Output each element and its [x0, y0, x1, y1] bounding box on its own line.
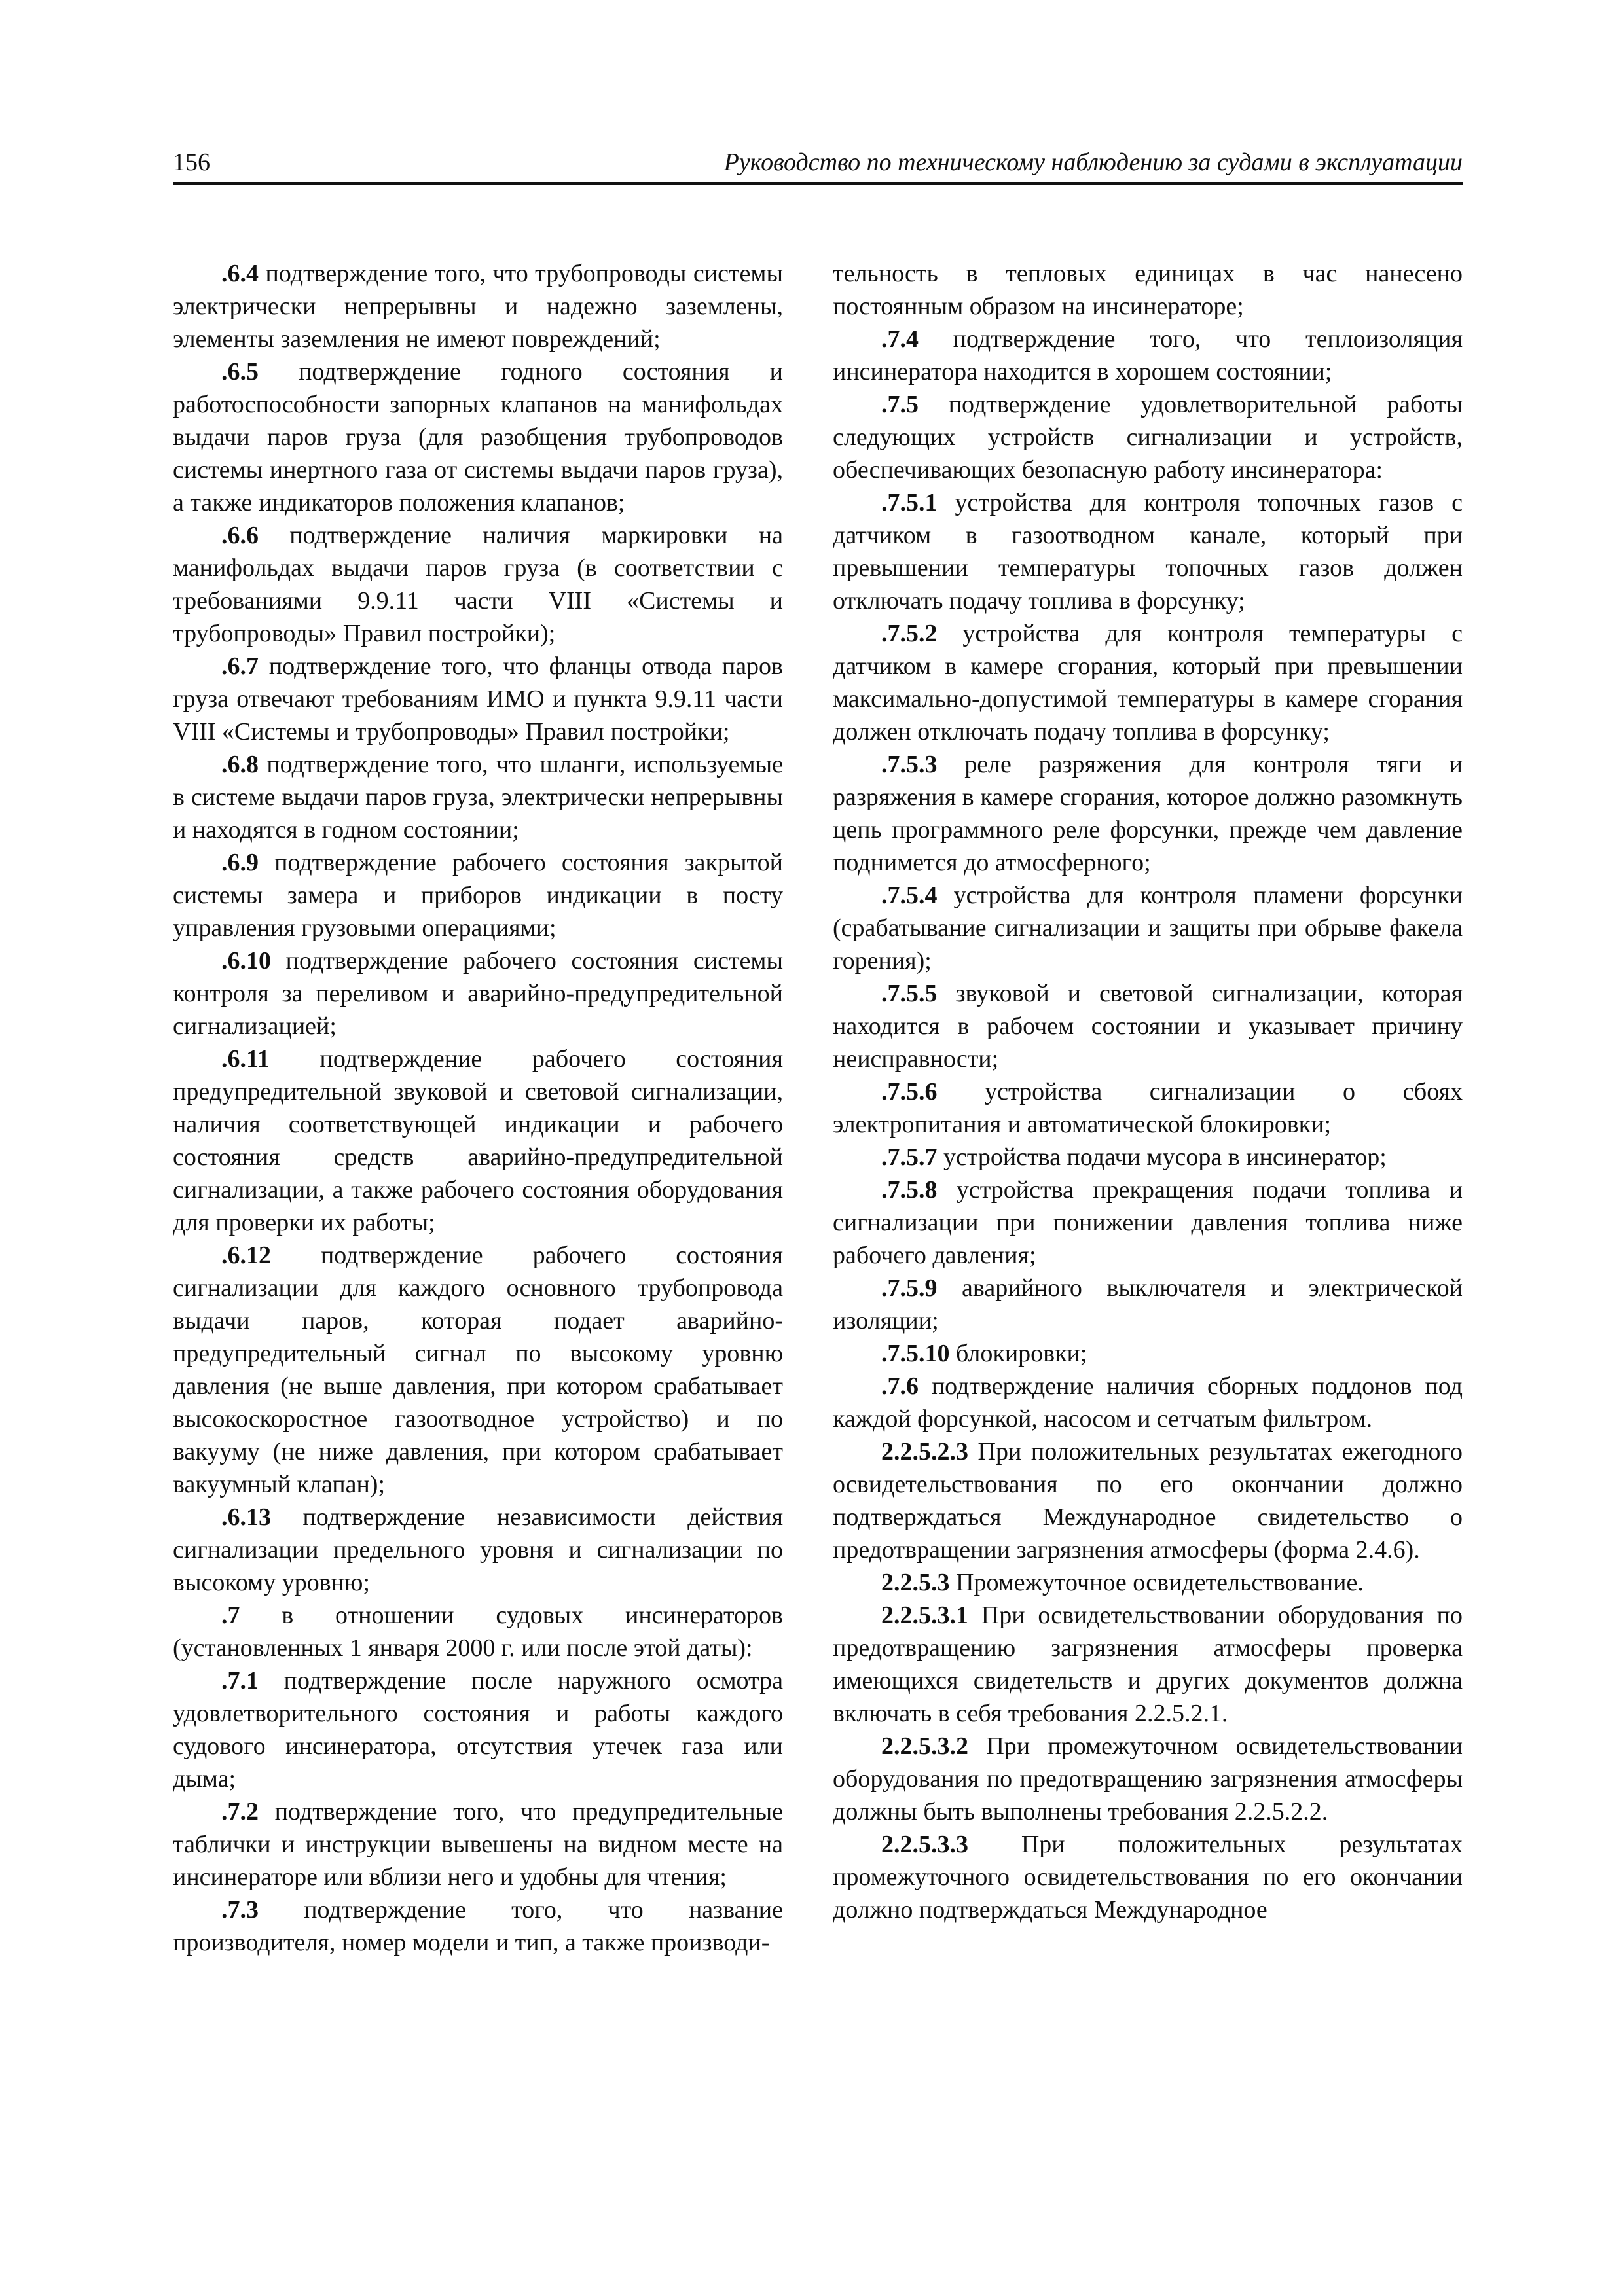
clause-text: подтверждение удовлетворительной работы следующих устройств сигнализации и устройств, обеспечивающих безопасную работу инсинератора:	[833, 391, 1463, 484]
paragraph	[173, 846, 783, 944]
paragraph	[833, 748, 1463, 879]
paragraph	[833, 617, 1463, 748]
clause-text: подтверждение после наружного осмотра удовлетворительного состояния и работы каждого судового инсинератора, отсутствия утечек газа или дыма;	[173, 1667, 783, 1793]
paragraph	[173, 257, 783, 355]
clause-number: .6.9	[221, 849, 259, 876]
left-column	[173, 257, 783, 1959]
paragraph	[833, 1730, 1463, 1828]
clause-text: подтверждение рабочего состояния закрытой системы замера и приборов индикации в посту управления грузовыми операциями;	[173, 849, 783, 942]
clause-text: подтверждение рабочего состояния сигнализации для каждого основного трубопровода выдачи паров, которая подает аварийно-предупредительный сигнал по высокому уровню давления (не выше давления, при котором срабатывает высокоскоростное газоотводное устройство) и по вакууму (не ниже давления, при котором срабатывает вакуумный клапан);	[173, 1242, 783, 1498]
clause-text: устройства для контроля топочных газов с датчиком в газоотводном канале, который при превышении температуры топочных газов должен отключать подачу топлива в форсунку;	[833, 489, 1463, 615]
clause-number: .7.3	[221, 1896, 259, 1924]
clause-number: .6.13	[221, 1503, 271, 1531]
clause-number: .6.5	[221, 358, 259, 386]
clause-number: .7.2	[221, 1798, 259, 1825]
paragraph	[173, 944, 783, 1043]
clause-number: .7.5.8	[881, 1176, 938, 1204]
clause-text: аварийного выключателя и электрической изоляции;	[833, 1274, 1463, 1335]
clause-text: подтверждение того, что теплоизоляция инсинератора находится в хорошем состоянии;	[833, 325, 1463, 386]
clause-text: При освидетельствовании оборудования по предотвращению загрязнения атмосферы проверка имеющихся свидетельств и других документов должна включать в себя требования 2.2.5.2.1.	[833, 1602, 1463, 1727]
clause-number: .7.5.5	[881, 980, 938, 1007]
paragraph	[173, 519, 783, 650]
clause-number: 2.2.5.3.3	[881, 1831, 968, 1858]
paragraph	[173, 1043, 783, 1239]
clause-number: .6.11	[221, 1045, 270, 1073]
paragraph	[833, 977, 1463, 1075]
paragraph	[833, 486, 1463, 617]
clause-text: подтверждение рабочего состояния предупредительной звуковой и световой сигнализации, наличия соответствующей индикации и рабочего состояния средств аварийно-предупредительной сигнализации, а также рабочего состояния оборудования для проверки их работы;	[173, 1045, 783, 1236]
paragraph	[833, 1828, 1463, 1926]
page-number: 156	[173, 149, 210, 176]
clause-number: 2.2.5.2.3	[881, 1438, 968, 1465]
paragraph	[833, 1370, 1463, 1435]
clause-text: устройства подачи мусора в инсинератор;	[937, 1143, 1387, 1171]
clause-number: .7.5.3	[881, 751, 938, 778]
clause-text: устройства для контроля температуры с датчиком в камере сгорания, который при превышении максимально-допустимой температуры в камере сгорания должен отключать подачу топлива в форсунку;	[833, 620, 1463, 745]
clause-number: .7.5.2	[881, 620, 938, 647]
running-title: Руководство по техническому наблюдению за судами в эксплуатации	[723, 149, 1463, 176]
clause-text: подтверждение того, что трубопроводы системы электрически непрерывны и надежно заземлены, элементы заземления не имеют повреждений;	[173, 260, 783, 353]
clause-text: подтверждение того, что название производителя, номер модели и тип, а также производи-	[173, 1896, 783, 1956]
clause-text: реле разряжения для контроля тяги и разряжения в камере сгорания, которое должно разомкнуть цепь программного реле форсунки, прежде чем давление поднимется до атмосферного;	[833, 751, 1463, 876]
clause-text: блокировки;	[949, 1340, 1087, 1367]
paragraph	[833, 1174, 1463, 1272]
clause-text: При положительных результатах ежегодного освидетельствования по его окончании должно подтверждаться Международное свидетельство о предотвращении загрязнения атмосферы (форма 2.4.6).	[833, 1438, 1463, 1564]
paragraph	[173, 748, 783, 846]
clause-number: .7.5	[881, 391, 919, 418]
page-header	[173, 145, 1463, 185]
clause-number: .7.1	[221, 1667, 259, 1695]
clause-number: .7.6	[881, 1372, 919, 1400]
paragraph	[173, 1501, 783, 1599]
clause-number: .7.5.9	[881, 1274, 938, 1302]
clause-text: подтверждение независимости действия сигнализации предельного уровня и сигнализации по высокому уровню;	[173, 1503, 783, 1596]
paragraph	[833, 1599, 1463, 1730]
paragraph	[833, 879, 1463, 977]
clause-text: При промежуточном освидетельствовании оборудования по предотвращению загрязнения атмосферы должны быть выполнены требования 2.2.5.2.2.	[833, 1732, 1463, 1825]
clause-number: .7.5.7	[881, 1143, 938, 1171]
clause-number: .6.10	[221, 947, 271, 975]
clause-number: .7	[221, 1602, 240, 1629]
clause-number: .7.5.10	[881, 1340, 950, 1367]
clause-text: подтверждение того, что фланцы отвода паров груза отвечают требованиям ИМО и пункта 9.9.11 части VIII «Системы и трубопроводы» Правил постройки;	[173, 653, 783, 745]
right-column	[833, 257, 1463, 1926]
paragraph	[173, 1664, 783, 1795]
clause-text: подтверждение того, что предупредительные таблички и инструкции вывешены на видном месте на инсинераторе или вблизи него и удобны для чтения;	[173, 1798, 783, 1891]
clause-number: .7.5.6	[881, 1078, 938, 1105]
clause-text: устройства прекращения подачи топлива и сигнализации при понижении давления топлива ниже рабочего давления;	[833, 1176, 1463, 1269]
clause-text: устройства сигнализации о сбоях электропитания и автоматической блокировки;	[833, 1078, 1463, 1138]
clause-text: звуковой и световой сигнализации, которая находится в рабочем состоянии и указывает причину неисправности;	[833, 980, 1463, 1073]
paragraph	[173, 1239, 783, 1501]
clause-number: .7.4	[881, 325, 919, 353]
clause-number: .6.12	[221, 1242, 271, 1269]
clause-number: 2.2.5.3.1	[881, 1602, 968, 1629]
paragraph	[833, 1272, 1463, 1337]
paragraph-continuation: тельность в тепловых единицах в час нанесено постоянным образом на инсинераторе;	[833, 260, 1463, 320]
clause-number: 2.2.5.3.2	[881, 1732, 968, 1760]
paragraph	[833, 1566, 1463, 1599]
clause-text: подтверждение того, что шланги, используемые в системе выдачи паров груза, электрически непрерывны и находятся в годном состоянии;	[173, 751, 783, 844]
clause-number: .7.5.4	[881, 882, 938, 909]
clause-number: .6.7	[221, 653, 259, 680]
paragraph	[173, 1795, 783, 1893]
paragraph	[833, 323, 1463, 388]
paragraph	[173, 650, 783, 748]
paragraph	[173, 355, 783, 519]
paragraph	[833, 1435, 1463, 1566]
clause-text: в отношении судовых инсинераторов (установленных 1 января 2000 г. или после этой даты):	[173, 1602, 783, 1662]
clause-number: .6.4	[221, 260, 259, 287]
clause-text: устройства для контроля пламени форсунки (срабатывание сигнализации и защиты при обрыве факела горения);	[833, 882, 1463, 975]
paragraph	[833, 388, 1463, 486]
clause-number: .6.6	[221, 522, 259, 549]
clause-text: подтверждение наличия маркировки на манифольдах выдачи паров груза (в соответствии с требованиями 9.9.11 части VIII «Системы и трубопроводы» Правил постройки);	[173, 522, 783, 647]
paragraph	[173, 1893, 783, 1959]
clause-text: подтверждение годного состояния и работоспособности запорных клапанов на манифольдах выдачи паров груза (для разобщения трубопроводов системы инертного газа от системы выдачи паров груза), а также индикаторов положения клапанов;	[173, 358, 783, 516]
paragraph	[833, 1337, 1463, 1370]
clause-text: При положительных результатах промежуточного освидетельствования по его окончании должно подтверждаться Международное	[833, 1831, 1463, 1924]
clause-text: подтверждение наличия сборных поддонов под каждой форсункой, насосом и сетчатым фильтром.	[833, 1372, 1463, 1433]
clause-text: подтверждение рабочего состояния системы контроля за переливом и аварийно-предупредительной сигнализацией;	[173, 947, 783, 1040]
paragraph	[833, 1141, 1463, 1174]
paragraph	[173, 1599, 783, 1664]
clause-number: .7.5.1	[881, 489, 938, 516]
paragraph	[833, 1075, 1463, 1141]
clause-number: 2.2.5.3	[881, 1569, 950, 1596]
clause-number: .6.8	[221, 751, 259, 778]
clause-text: Промежуточное освидетельствование.	[949, 1569, 1364, 1596]
